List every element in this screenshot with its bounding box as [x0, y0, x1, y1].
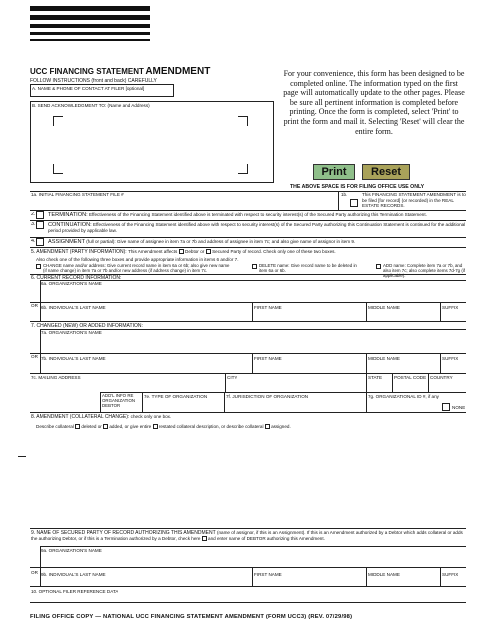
item-9a-label: 9a. ORGANIZATION'S NAME — [41, 548, 102, 553]
item-9b-middle: MIDDLE NAME — [368, 572, 400, 577]
rule — [40, 546, 466, 547]
or-label-7: OR — [31, 354, 38, 359]
field-b-label: B. SEND ACKNOWLEDGMENT TO: (Name and Address) — [32, 103, 150, 108]
item-5-text-a: This Amendment affects — [128, 249, 178, 254]
rule — [30, 412, 466, 413]
item-7c-country: COUNTRY — [430, 375, 453, 380]
item-5-change: CHANGE name and/or address: Give current record name in item 6a or 6b; also give new name (if name change) in item 7a or 7b and/or new address (if address change) in item 7c. — [43, 263, 230, 273]
print-button[interactable]: Print — [313, 164, 355, 180]
rule — [30, 237, 466, 238]
item-9b-suffix: SUFFIX — [442, 572, 459, 577]
rule — [366, 392, 367, 412]
item-8-collateral-area[interactable] — [30, 432, 466, 528]
rule — [30, 373, 466, 374]
item-7c-state: STATE — [368, 375, 383, 380]
online-notice: For your convenience, this form has been designed to be completed online. The information typed on the first page will automatically update to the other pages. Please be sure all pertinent information is completed before printing. Once the form is completed, select 'Print' to print the form and mail it. Selecting 'Reset' will clear the entire form. — [283, 69, 465, 136]
rule — [225, 373, 226, 392]
rule — [366, 567, 367, 586]
item-3-checkbox[interactable] — [36, 221, 44, 229]
item-4-checkbox[interactable] — [36, 238, 44, 246]
or-label-9: OR — [31, 570, 38, 575]
item-6b-suffix: SUFFIX — [442, 305, 459, 310]
item-8-sub: check only one box. — [130, 414, 172, 419]
item-5-debtor-checkbox[interactable] — [179, 249, 184, 254]
item-8-describe: Describe collateral — [36, 424, 74, 429]
item-8-restated-checkbox[interactable] — [153, 424, 158, 429]
item-2-num: 2. — [31, 212, 36, 217]
margin-tick — [18, 456, 26, 457]
item-2-checkbox[interactable] — [36, 211, 44, 219]
item-1b-text: This FINANCING STATEMENT AMENDMENT is to be filed [for record] (or recorded) in the REAL ESTATE RECORDS. — [362, 192, 466, 209]
item-7b-first: FIRST NAME — [254, 356, 282, 361]
item-2-text: Effectiveness of the Financing Statement identified above is terminated with respect to security interest(s) of the Secured Party authorizing this Termination Statement. — [88, 212, 427, 217]
item-7g-none-checkbox[interactable] — [442, 403, 450, 411]
or-label-6: OR — [31, 303, 38, 308]
footer: FILING OFFICE COPY — NATIONAL UCC FINANCING STATEMENT AMENDMENT (FORM UCC3) (REV. 07/29/98) — [30, 614, 353, 620]
item-9-desc: (name of assignor, if this is an Assignment). If this is an Amendment authorized by a Debtor which adds collateral or adds the authorizing Debtor, or if this is a Termination authorized by a Debtor, check here — [31, 530, 463, 541]
item-10-label: 10. OPTIONAL FILER REFERENCE DATA — [31, 589, 119, 594]
item-6a-label: 6a. ORGANIZATION'S NAME — [41, 281, 102, 286]
item-5-delete: DELETE name: Give record name to be deleted in item 6a or 6b. — [259, 263, 357, 273]
item-5-change-checkbox[interactable] — [36, 264, 41, 269]
rule — [30, 220, 466, 221]
item-1b-checkbox[interactable] — [350, 199, 358, 207]
rule — [30, 528, 466, 529]
reset-button[interactable]: Reset — [362, 164, 410, 180]
item-9-text — [31, 530, 467, 542]
title-ucc: UCC FINANCING STATEMENT — [30, 67, 144, 76]
item-8-assigned-checkbox[interactable] — [265, 424, 270, 429]
item-8-line — [31, 414, 171, 420]
item-9b-last: 9b. INDIVIDUAL'S LAST NAME — [41, 572, 106, 577]
rule — [440, 353, 441, 373]
item-4-num: 4. — [31, 239, 36, 244]
header-bar-5 — [30, 39, 150, 41]
item-8-added: added, or give entire — [109, 424, 152, 429]
item-7a-label: 7a. ORGANIZATION'S NAME — [41, 330, 102, 335]
item-7c-postal: POSTAL CODE — [394, 375, 427, 380]
item-9-debtor-checkbox[interactable] — [202, 536, 207, 541]
item-1a-label: 1a. INITIAL FINANCING STATEMENT FILE # — [31, 192, 124, 197]
rule — [30, 210, 466, 211]
corner-mark-tr — [238, 116, 248, 126]
rule — [100, 392, 101, 412]
item-7g-none: NONE — [452, 405, 466, 410]
instructions: FOLLOW INSTRUCTIONS (front and back) CAREFULLY — [30, 78, 157, 84]
item-8-assigned: assigned. — [271, 424, 291, 429]
item-7e: 7e. TYPE OF ORGANIZATION — [144, 394, 208, 399]
item-4-head: ASSIGNMENT — [48, 239, 85, 245]
rule — [40, 329, 466, 330]
rule — [440, 567, 441, 586]
rule — [40, 329, 41, 373]
rule — [224, 392, 225, 412]
item-5-text-b: Secured Party of record. Check only one of these two boxes. — [212, 249, 336, 254]
item-6b-last: 6b. INDIVIDUAL'S LAST NAME — [41, 305, 106, 310]
item-6-head: 6. CURRENT RECORD INFORMATION: — [31, 275, 122, 281]
rule — [252, 302, 253, 321]
item-3-num: 3. — [31, 222, 36, 227]
filing-office-space: THE ABOVE SPACE IS FOR FILING OFFICE USE ONLY — [290, 184, 425, 190]
rule — [30, 353, 466, 354]
item-7d: ADD'L INFO RE ORGANIZATION DEBTOR — [102, 393, 136, 409]
rule — [252, 567, 253, 586]
rule — [30, 247, 466, 248]
rule — [366, 353, 367, 373]
item-9b-first: FIRST NAME — [254, 572, 282, 577]
item-3-head: CONTINUATION: — [48, 222, 92, 228]
item-7-head: 7. CHANGED (NEW) OR ADDED INFORMATION: — [31, 323, 143, 329]
rule — [252, 353, 253, 373]
box-a[interactable] — [30, 84, 174, 97]
header-bar-2 — [30, 15, 150, 20]
item-8-options — [36, 424, 291, 429]
item-8-added-checkbox[interactable] — [103, 424, 108, 429]
item-3-text: Effectiveness of the Financing Statement identified above with respect to security interest(s) of the Secured Party authorizing this Continuation Statement is continued for the additional period provided by applicable law. — [48, 222, 466, 233]
item-8-head: 8. AMENDMENT (COLLATERAL CHANGE): — [31, 414, 130, 420]
header-bar-4 — [30, 32, 150, 35]
item-5-delete-checkbox[interactable] — [252, 264, 257, 269]
rule — [366, 302, 367, 321]
header-bar-1 — [30, 6, 150, 11]
item-8-deleted-checkbox[interactable] — [75, 424, 80, 429]
item-9-desc2: and enter name of DEBTOR authorizing this Amendment. — [208, 536, 325, 541]
item-7b-middle: MIDDLE NAME — [368, 356, 400, 361]
rule — [30, 586, 466, 587]
item-5-or: or — [200, 249, 205, 254]
item-5-add: ADD name: Complete item 7a or 7b, and also item 7c; also complete items 7d-7g (if applicable). — [383, 263, 465, 278]
rule — [30, 321, 466, 322]
title-amendment: AMENDMENT — [145, 66, 211, 77]
rule — [30, 302, 466, 303]
corner-mark-br — [238, 164, 248, 174]
rule — [440, 302, 441, 321]
rule — [30, 567, 466, 568]
rule — [338, 191, 339, 210]
item-6b-first: FIRST NAME — [254, 305, 282, 310]
form-title — [30, 66, 210, 77]
item-5-add-checkbox[interactable] — [376, 264, 381, 269]
rule — [366, 373, 367, 392]
rule — [40, 280, 41, 321]
rule — [142, 392, 143, 412]
item-5-debtor: Debtor — [185, 249, 199, 254]
corner-mark-bl — [53, 164, 63, 174]
item-7b-last: 7b. INDIVIDUAL'S LAST NAME — [41, 356, 106, 361]
item-5-head: 5. AMENDMENT (PARTY INFORMATION): — [31, 249, 127, 255]
item-7g: 7g. ORGANIZATIONAL ID #, if any — [368, 394, 439, 399]
field-a-label: A. NAME & PHONE OF CONTACT AT FILER [optional] — [32, 85, 145, 91]
item-2-head: TERMINATION: — [48, 212, 88, 218]
item-1b-num: 1b. — [341, 192, 348, 197]
box-b[interactable] — [30, 101, 274, 183]
item-4-text: (full or partial): Give name of assignee in item 7a or 7b and address of assignee in item 7c; and also give name of assignor in item 9. — [86, 239, 356, 244]
item-5-also: Also check one of the following three boxes and provide appropriate information in items 6 and/or 7. — [36, 257, 239, 262]
item-7c-label: 7c. MAILING ADDRESS — [31, 375, 81, 380]
rule — [40, 280, 466, 281]
header-bar-3 — [30, 24, 150, 28]
item-7b-suffix: SUFFIX — [442, 356, 459, 361]
item-9-head: 9. NAME OF SECURED PARTY OF RECORD AUTHORIZING THIS AMENDMENT — [31, 530, 216, 536]
item-8-restated: restated collateral description, or describe collateral — [158, 424, 264, 429]
item-7c-city: CITY — [227, 375, 238, 380]
rule — [30, 602, 466, 603]
item-3-line — [48, 222, 466, 234]
rule — [392, 373, 393, 392]
item-7f: 7f. JURISDICTION OF ORGANIZATION — [226, 394, 309, 399]
item-8-deleted: deleted or — [81, 424, 102, 429]
item-2-line — [48, 212, 466, 218]
item-6b-middle: MIDDLE NAME — [368, 305, 400, 310]
corner-mark-tl — [53, 116, 63, 126]
rule — [428, 373, 429, 392]
item-4-line — [48, 239, 466, 245]
item-5-line — [31, 249, 336, 255]
rule — [100, 392, 466, 393]
item-5-secured-checkbox[interactable] — [206, 249, 211, 254]
